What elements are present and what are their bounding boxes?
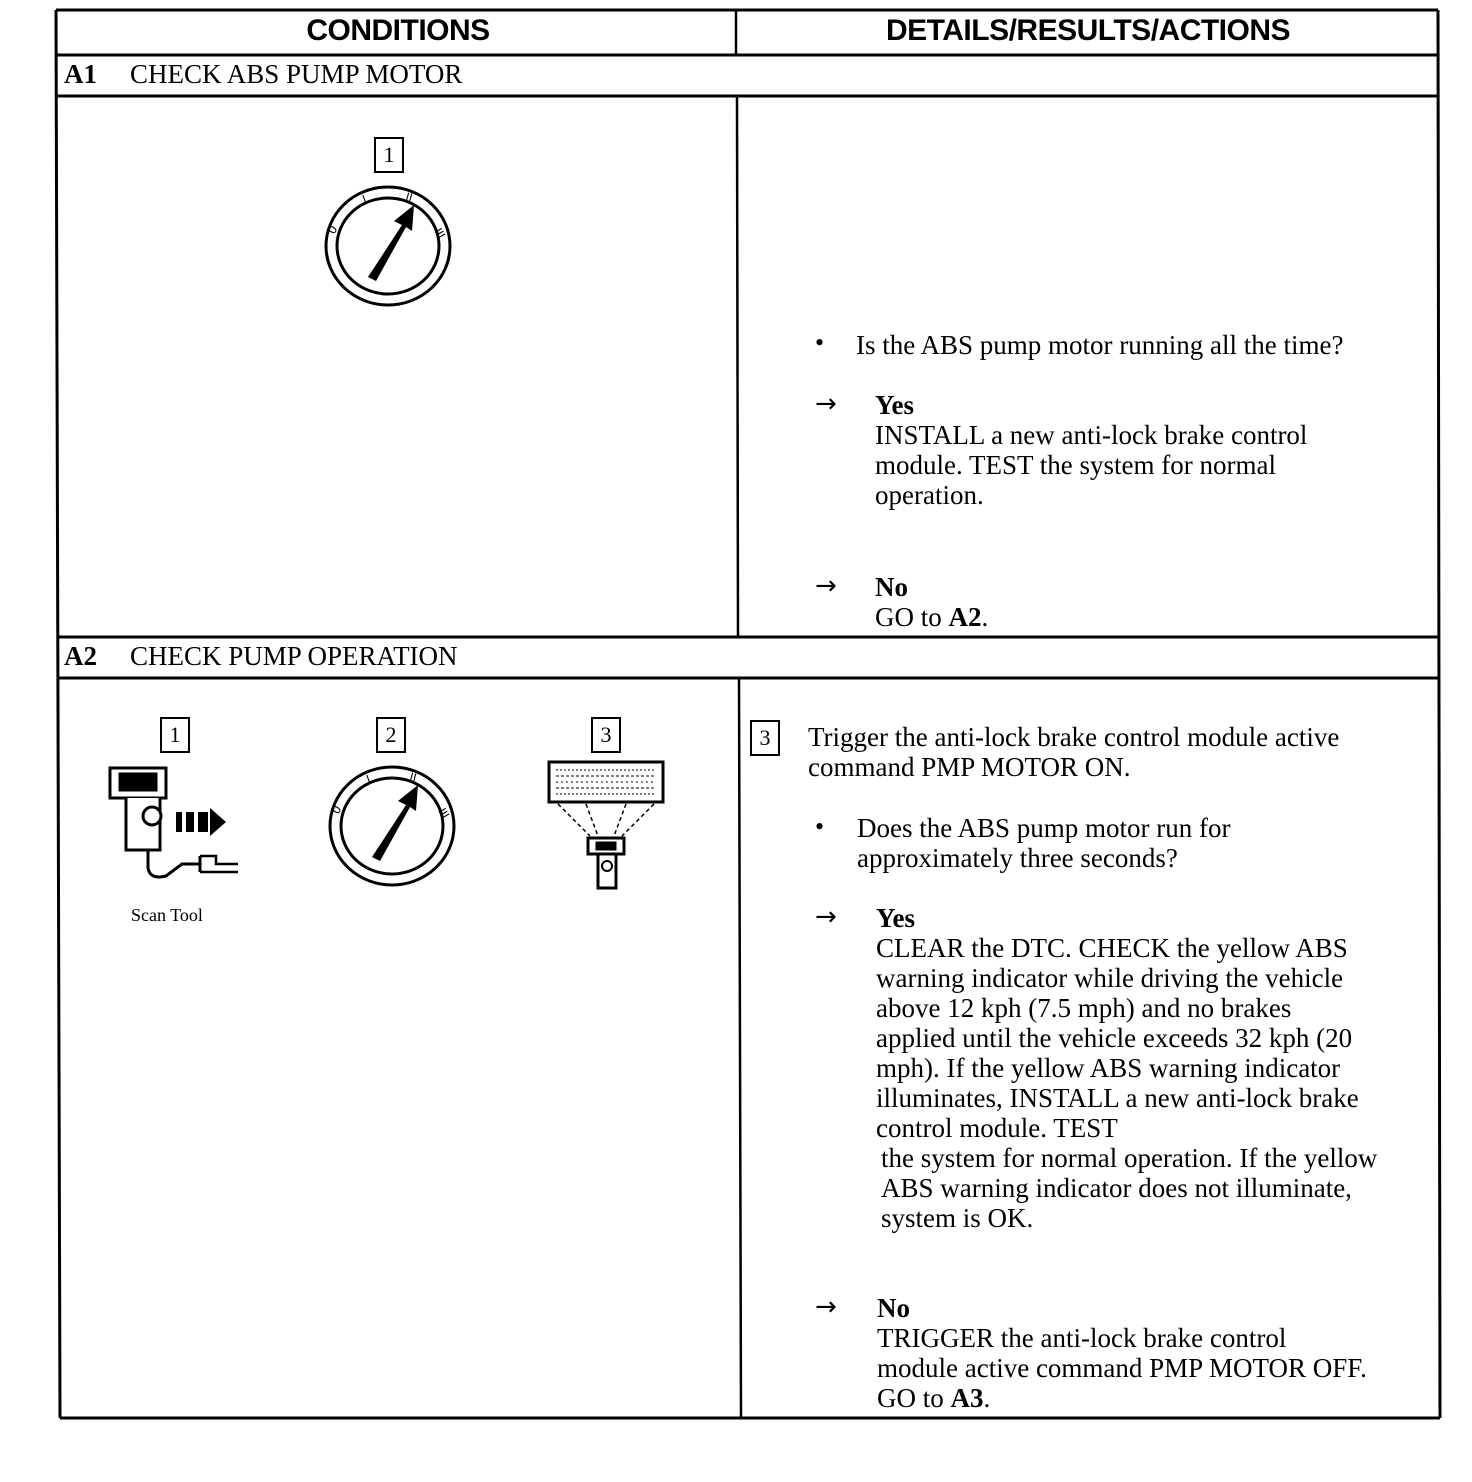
svg-text:II: II [408, 770, 418, 785]
conditions-header: CONDITIONS [306, 14, 490, 47]
a2-step-2-box: 2 [376, 717, 406, 753]
a1-no-action: GO to A2. [875, 602, 989, 632]
a2-yes-line-5: mph). If the yellow ABS warning indicator [876, 1053, 1341, 1083]
a2-no-line-1: TRIGGER the anti-lock brake control [877, 1323, 1287, 1353]
a1-title: CHECK ABS PUMP MOTOR [130, 59, 463, 89]
a2-yes-line-1: CLEAR the DTC. CHECK the yellow ABS [876, 933, 1348, 963]
a1-no-label: No [875, 572, 908, 602]
scan-tool-icon [104, 764, 244, 884]
a2-code: A2 [64, 641, 97, 671]
scan-tool-display-icon [546, 758, 668, 892]
a2-question [857, 813, 1230, 873]
svg-text:III: III [435, 806, 452, 821]
a2-section-title [64, 641, 458, 672]
svg-text:III: III [431, 226, 448, 241]
a2-yes-line-4: applied until the vehicle exceeds 32 kph (20 [876, 1023, 1353, 1053]
a2-detail-step-3-box: 3 [750, 720, 780, 756]
details-results-actions-header: DETAILS/RESULTS/ACTIONS [885, 14, 1291, 47]
a1-no-arrow: → [815, 571, 837, 601]
a2-no-line-2: module active command PMP MOTOR OFF. [877, 1353, 1367, 1383]
a2-question-line-2: approximately three seconds? [857, 843, 1178, 873]
ignition-key-switch-icon [320, 183, 456, 309]
a2-question-line-1: Does the ABS pump motor run for [857, 813, 1231, 843]
a2-yes-block [876, 903, 1377, 1233]
a2-yes-line-7: control module. TEST [876, 1113, 1118, 1143]
a2-yes-line-8: the system for normal operation. If the yellow [881, 1143, 1378, 1173]
svg-text:0: 0 [328, 802, 345, 817]
a2-question-bullet: • [815, 812, 825, 841]
a1-yes-line-3: operation. [875, 480, 984, 510]
a2-instruction [808, 722, 1339, 782]
a1-yes-label: Yes [875, 390, 914, 420]
scan-tool-label: Scan Tool [131, 905, 203, 925]
a2-yes-line-3: above 12 kph (7.5 mph) and no brakes [876, 993, 1292, 1023]
a2-yes-label: Yes [876, 903, 915, 933]
a1-yes-line-1: INSTALL a new anti-lock brake control [875, 420, 1308, 450]
svg-text:II: II [404, 190, 414, 205]
a2-yes-line-2: warning indicator while driving the vehicle [876, 963, 1344, 993]
a2-no-arrow: → [815, 1292, 837, 1322]
a2-instruction-line-2: command PMP MOTOR ON. [808, 752, 1131, 782]
a2-no-label: No [877, 1293, 910, 1323]
a1-yes-line-2: module. TEST the system for normal [875, 450, 1276, 480]
svg-text:I: I [364, 772, 373, 786]
a1-question: Is the ABS pump motor running all the time? [856, 330, 1344, 360]
a2-title: CHECK PUMP OPERATION [130, 641, 458, 671]
svg-text:0: 0 [324, 222, 341, 237]
a1-yes-arrow: → [815, 389, 837, 419]
a2-yes-arrow: → [815, 902, 837, 932]
a2-yes-line-6: illuminates, INSTALL a new anti-lock brake [876, 1083, 1359, 1113]
svg-text:I: I [360, 192, 369, 206]
a2-goto-ref: A3 [950, 1383, 984, 1413]
a2-step-3-box: 3 [591, 717, 621, 753]
a1-no-block [875, 572, 988, 632]
a2-step-1-box: 1 [160, 717, 190, 753]
a1-goto-ref: A2 [948, 602, 982, 632]
ignition-key-switch-icon [324, 763, 460, 889]
a1-step-1-box: 1 [374, 137, 404, 173]
a2-instruction-line-1: Trigger the anti-lock brake control module active [808, 722, 1340, 752]
a1-section-title [64, 59, 462, 90]
a2-yes-line-9: ABS warning indicator does not illuminate, [881, 1173, 1352, 1203]
a2-yes-line-10: system is OK. [881, 1203, 1034, 1233]
a1-question-bullet: • [815, 328, 825, 357]
a1-code: A1 [64, 59, 97, 89]
a1-yes-block [875, 390, 1307, 510]
a2-no-goto: GO to A3. [877, 1383, 991, 1413]
a2-no-block [877, 1293, 1367, 1413]
